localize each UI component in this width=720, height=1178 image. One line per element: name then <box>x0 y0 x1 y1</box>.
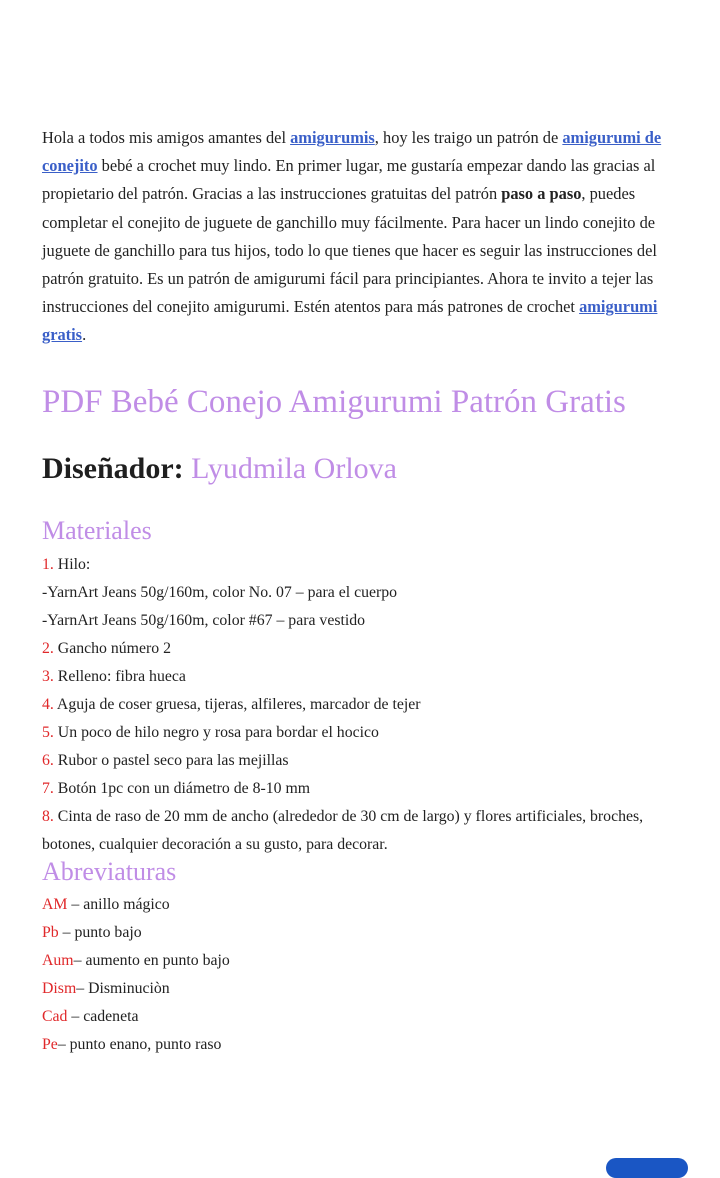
intro-text: , hoy les traigo un patrón de <box>374 128 563 147</box>
material-text: -YarnArt Jeans 50g/160m, color #67 – para vestido <box>42 612 366 629</box>
material-number: 2. <box>42 640 54 657</box>
abbreviation-code: Pb <box>42 924 59 941</box>
intro-text: bebé a crochet muy lindo. En primer lugar, me gustaría empezar dando las gracias al propietario del patrón. Gracias a las instrucciones gratuitas del patrón <box>42 156 656 204</box>
material-number: 5. <box>42 724 54 741</box>
material-text: Rubor o pastel seco para las mejillas <box>53 752 289 769</box>
material-text: Relleno: fibra hueca <box>53 668 186 685</box>
material-item <box>42 719 692 747</box>
amigurumi-de-conejito-link[interactable]: amigurumi de conejito <box>42 128 662 176</box>
amigurumi-gratis-link[interactable]: amigurumi gratis <box>42 297 658 345</box>
intro-text: . <box>82 325 87 345</box>
abbreviation-meaning: – aumento en punto bajo <box>73 952 230 969</box>
material-item <box>42 579 692 607</box>
abbreviation-item <box>42 1003 692 1031</box>
amigurumis-link[interactable]: amigurumis <box>290 128 375 147</box>
material-item <box>42 663 692 691</box>
abbreviation-code: AM <box>42 896 68 913</box>
intro-bold: paso a paso <box>501 184 582 204</box>
material-number: 1. <box>42 556 54 573</box>
intro-text: , puedes completar el conejito de juguete de ganchillo muy fácilmente. Para hacer un lindo conejito de juguete de ganchillo para tus hijos, todo lo que tienes que hacer es seguir las instrucciones del patrón gratuito. Es un patrón de amigurumi fácil para principiantes. Ahora te invito a tejer las instrucciones del conejito amigurumi. Estén atentos para más patrones de crochet <box>42 184 657 317</box>
abbreviation-meaning: – Disminuciòn <box>76 980 170 997</box>
material-item <box>42 803 692 859</box>
intro-text: Hola a todos mis amigos amantes del <box>42 128 291 147</box>
abbreviation-item <box>42 1031 692 1059</box>
floating-action-button[interactable] <box>606 1158 688 1178</box>
material-item <box>42 691 692 719</box>
material-text: Gancho número 2 <box>53 640 171 657</box>
material-item <box>42 747 692 775</box>
material-text: Botón 1pc con un diámetro de 8-10 mm <box>53 780 311 797</box>
material-number: 4. <box>42 696 54 713</box>
abbreviation-item <box>42 975 692 1003</box>
materials-list <box>42 551 692 859</box>
material-text: Hilo: <box>53 556 91 573</box>
material-number: 7. <box>42 780 54 797</box>
abbreviation-meaning: – punto enano, punto raso <box>57 1036 222 1053</box>
material-text: Aguja de coser gruesa, tijeras, alfileres, marcador de tejer <box>53 696 421 713</box>
materials-heading: Materiales <box>42 516 152 545</box>
abbreviation-code: Dism <box>42 980 77 997</box>
abbreviation-item <box>42 891 692 919</box>
designer-label: Diseñador: <box>42 452 184 485</box>
material-item <box>42 607 692 635</box>
article <box>42 124 697 1053</box>
page-title: PDF Bebé Conejo Amigurumi Patrón Gratis <box>42 384 626 420</box>
material-text: Un poco de hilo negro y rosa para bordar el hocico <box>53 724 379 741</box>
abbreviation-code: Cad <box>42 1008 68 1025</box>
material-text: Cinta de raso de 20 mm de ancho (alrededor de 30 cm de largo) y flores artificiales, broches, botones, cualquier decoración a su gusto, para decorar. <box>42 808 644 853</box>
material-number: 6. <box>42 752 54 769</box>
abbreviations-heading: Abreviaturas <box>42 857 177 886</box>
abbreviation-meaning: – punto bajo <box>58 924 142 941</box>
abbreviation-item <box>42 919 692 947</box>
abbreviation-meaning: – cadeneta <box>67 1008 139 1025</box>
material-item <box>42 775 692 803</box>
abbreviation-meaning: – anillo mágico <box>67 896 170 913</box>
material-text: -YarnArt Jeans 50g/160m, color No. 07 – para el cuerpo <box>42 584 398 601</box>
abbreviation-code: Aum <box>42 952 74 969</box>
abbreviations-list <box>42 891 692 1059</box>
abbreviation-item <box>42 947 692 975</box>
designer-line <box>42 452 397 486</box>
material-number: 8. <box>42 808 54 825</box>
material-number: 3. <box>42 668 54 685</box>
intro-paragraph <box>42 124 697 350</box>
abbreviation-code: Pe <box>42 1036 58 1053</box>
designer-name: Lyudmila Orlova <box>191 452 397 485</box>
material-item <box>42 635 692 663</box>
material-item <box>42 551 692 579</box>
